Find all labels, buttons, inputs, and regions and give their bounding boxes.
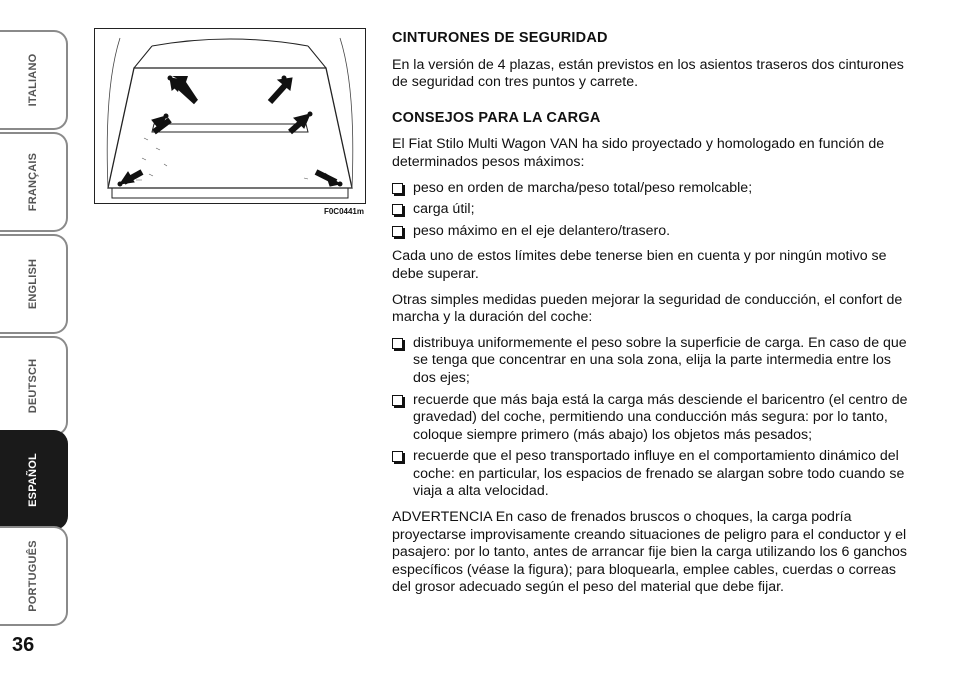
measures-paragraph: Otras simples medidas pueden mejorar la seguridad de conducción, el confort de marcha y la duración del coche:	[392, 291, 903, 326]
tab-portugues[interactable]	[0, 526, 68, 626]
limits-paragraph: Cada uno de estos límites debe tenerse bien en cuenta y por ningún motivo se debe superar.	[392, 248, 887, 282]
checkbox-bullet-icon	[392, 395, 403, 406]
tab-label: DEUTSCH	[27, 358, 39, 414]
checkbox-bullet-icon	[392, 451, 403, 462]
figure-code: F0C0441m	[323, 207, 364, 216]
tab-francais[interactable]	[0, 132, 68, 232]
weight-list	[392, 180, 912, 241]
language-tabs	[0, 0, 72, 678]
cargo-area-drawing	[94, 28, 366, 204]
cargo-hooks-figure	[94, 28, 366, 216]
load-intro: El Fiat Stilo Multi Wagon VAN ha sido proyectado y homologado en función de determinados pesos máximos:	[392, 136, 885, 170]
list-item: peso en orden de marcha/peso total/peso remolcable;	[392, 180, 912, 198]
checkbox-bullet-icon	[392, 183, 403, 194]
heading-seatbelts: CINTURONES DE SEGURIDAD	[392, 30, 608, 46]
content-column	[392, 30, 912, 605]
list-item: recuerde que más baja está la carga más desciende el baricentro (el centro de gravedad) del coche, permitiendo una conducción más segura: por lo tanto, coloque siempre primero (más abajo) los objetos más pesados;	[392, 392, 912, 445]
tab-english[interactable]	[0, 234, 68, 334]
list-item: peso máximo en el eje delantero/trasero.	[392, 223, 912, 241]
checkbox-bullet-icon	[392, 226, 403, 237]
seatbelts-text: En la versión de 4 plazas, están previstos en los asientos traseros dos cinturones de seguridad con tres puntos y carrete.	[392, 56, 904, 91]
list-item: distribuya uniformemente el peso sobre la superficie de carga. En caso de que se tenga que concentrar en una sola zona, elija la parte intermedia entre los dos ejes;	[392, 335, 912, 388]
tips-list	[392, 335, 912, 501]
tab-label: ESPAÑOL	[27, 453, 39, 507]
tab-deutsch[interactable]	[0, 336, 68, 436]
checkbox-bullet-icon	[392, 204, 403, 215]
page-number: 36	[12, 634, 35, 656]
tab-label: ITALIANO	[27, 53, 39, 107]
tab-label: FRANÇAIS	[27, 152, 39, 212]
list-item: recuerde que el peso transportado influye en el comportamiento dinámico del coche: en particular, los espacios de frenado se alargan sobre todo cuando se viaja a alta velocidad.	[392, 448, 912, 501]
heading-load-tips: CONSEJOS PARA LA CARGA	[392, 109, 601, 126]
tab-label: PORTUGUÊS	[27, 540, 39, 612]
tab-espanol[interactable]	[0, 430, 68, 530]
checkbox-bullet-icon	[392, 338, 403, 349]
tab-label: ENGLISH	[27, 258, 39, 310]
warning-paragraph: ADVERTENCIA En caso de frenados bruscos o choques, la carga podría proyectarse improvisamente creando situaciones de peligro para el conductor y el pasajero: por lo tanto, antes de arrancar fije bien la carga utilizando los 6 ganchos específicos (véase la figura); para bloquearla, emplee cables, cuerdas o correas del grosor adecuado según el peso del material que debe fijar.	[392, 509, 908, 596]
tab-italiano[interactable]	[0, 30, 68, 130]
list-item: carga útil;	[392, 201, 912, 219]
